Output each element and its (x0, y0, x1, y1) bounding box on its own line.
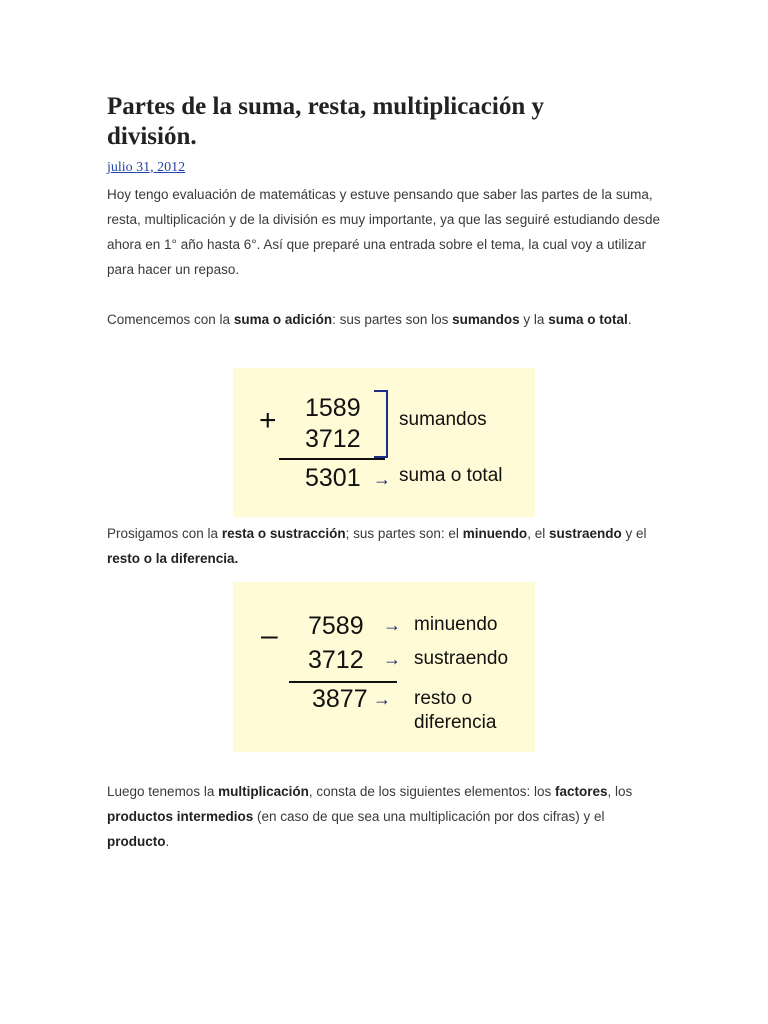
sum-line (279, 458, 385, 460)
arrow-icon: → (373, 469, 391, 489)
plus-sign: + (259, 404, 277, 437)
text: Prosigamos con la (107, 526, 222, 541)
minuend-value: 7589 (308, 612, 364, 640)
text: , los (607, 784, 633, 799)
difference-line (289, 681, 397, 683)
text: . (627, 312, 632, 327)
text: Luego tenemos la (107, 784, 219, 799)
label-resto: resto o (414, 688, 473, 709)
addend-2: 3712 (305, 425, 361, 453)
label-sustraendo: sustraendo (414, 648, 509, 669)
addend-1: 1589 (305, 394, 361, 422)
difference-value: 3877 (312, 685, 368, 713)
text: , consta de los siguientes elementos: los (308, 784, 555, 799)
subtraction-paragraph (107, 521, 667, 571)
term-productos-intermedios: productos intermedios (107, 809, 254, 824)
addition-figure (233, 368, 535, 517)
text: (en caso de que sea una multiplicación por dos cifras) y el (253, 809, 605, 824)
text: ; sus partes son: el (345, 526, 463, 541)
page-title: Partes de la suma, resta, multiplicación y división. (107, 93, 544, 150)
text: , el (527, 526, 549, 541)
text: y la (519, 312, 549, 327)
text: Comencemos con la (107, 312, 234, 327)
subtrahend-value: 3712 (308, 646, 364, 674)
intro-paragraph: Hoy tengo evaluación de matemáticas y estuve pensando que saber las partes de la suma, resta, multiplicación y de la división es muy importante, ya que las seguiré estudiando desde ahora en 1° año hasta 6°. Así que preparé una entrada sobre el tema, la cual voy a utilizar para hacer un repaso. (107, 187, 661, 277)
term-producto: producto (107, 834, 166, 849)
text: y el (621, 526, 647, 541)
arrow-icon: → (383, 615, 401, 635)
term-factores: factores (555, 784, 608, 799)
term-suma: suma o adición (233, 312, 333, 327)
arrow-icon: → (383, 649, 401, 669)
multiplication-paragraph (107, 779, 667, 854)
text: . (165, 834, 170, 849)
sum-result: 5301 (305, 464, 361, 492)
minus-sign: – (261, 619, 278, 652)
label-suma-total: suma o total (399, 465, 503, 486)
term-minuendo: minuendo (462, 526, 528, 541)
post-date-link[interactable]: julio 31, 2012 (107, 160, 186, 175)
label-diferencia: diferencia (414, 712, 497, 733)
arrow-icon: → (373, 689, 391, 709)
term-sumandos: sumandos (452, 312, 520, 327)
subtraction-figure (233, 582, 535, 752)
addition-paragraph (107, 307, 667, 332)
label-sumandos: sumandos (399, 409, 487, 430)
label-minuendo: minuendo (414, 614, 498, 635)
term-diferencia: resto o la diferencia. (107, 551, 239, 566)
term-resta: resta o sustracción (221, 526, 346, 541)
term-multiplicacion: multiplicación (218, 784, 309, 799)
term-sustraendo: sustraendo (548, 526, 622, 541)
term-total: suma o total (548, 312, 628, 327)
text: : sus partes son los (332, 312, 453, 327)
addends-bracket (374, 390, 388, 458)
